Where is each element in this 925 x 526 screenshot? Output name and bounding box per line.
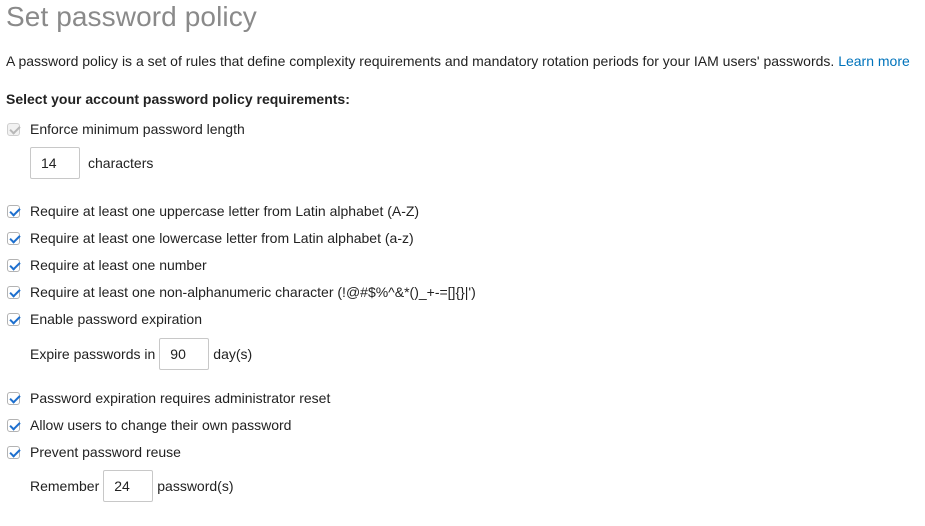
uppercase-label: Require at least one uppercase letter from Latin alphabet (A-Z): [30, 203, 420, 219]
expiration-setting: [30, 338, 252, 370]
learn-more-link[interactable]: Learn more: [838, 53, 910, 69]
remember-prefix: Remember: [30, 478, 100, 494]
expiration-checkbox[interactable]: [7, 313, 20, 326]
uppercase-checkbox[interactable]: [7, 205, 20, 218]
prevent-reuse-label: Prevent password reuse: [30, 444, 181, 460]
symbol-option[interactable]: [7, 283, 476, 301]
section-heading: Select your account password policy requirements:: [6, 91, 350, 107]
policy-description: [6, 53, 910, 69]
expire-prefix: Expire passwords in: [30, 346, 156, 362]
allow-change-label: Allow users to change their own password: [30, 417, 292, 433]
min-length-option[interactable]: [7, 120, 245, 138]
expire-days-input[interactable]: [159, 338, 209, 370]
description-text: A password policy is a set of rules that define complexity requirements and mandatory rotation periods for your IAM users' passwords.: [6, 53, 835, 69]
number-option[interactable]: [7, 256, 207, 274]
min-length-checkbox: [7, 123, 20, 136]
expiration-option[interactable]: [7, 310, 202, 328]
number-label: Require at least one number: [30, 257, 207, 273]
number-checkbox[interactable]: [7, 259, 20, 272]
prevent-reuse-checkbox[interactable]: [7, 446, 20, 459]
lowercase-checkbox[interactable]: [7, 232, 20, 245]
symbol-label: Require at least one non-alphanumeric character (!@#$%^&*()_+-=[]{}|'): [30, 284, 476, 300]
remember-unit: password(s): [157, 478, 234, 494]
min-length-label: Enforce minimum password length: [30, 121, 245, 137]
admin-reset-option[interactable]: [7, 389, 330, 407]
allow-change-option[interactable]: [7, 416, 291, 434]
admin-reset-label: Password expiration requires administrator reset: [30, 390, 331, 406]
uppercase-option[interactable]: [7, 202, 419, 220]
admin-reset-checkbox[interactable]: [7, 392, 20, 405]
reuse-setting: [30, 470, 234, 502]
symbol-checkbox[interactable]: [7, 286, 20, 299]
expire-unit: day(s): [213, 346, 253, 362]
min-length-unit: characters: [88, 155, 154, 171]
expiration-label: Enable password expiration: [30, 311, 202, 327]
lowercase-label: Require at least one lowercase letter from Latin alphabet (a-z): [30, 230, 414, 246]
lowercase-option[interactable]: [7, 229, 414, 247]
min-length-setting: [30, 147, 153, 179]
min-length-input[interactable]: [30, 147, 80, 179]
remember-count-input[interactable]: [103, 470, 153, 502]
prevent-reuse-option[interactable]: [7, 443, 181, 461]
allow-change-checkbox[interactable]: [7, 419, 20, 432]
page-title: Set password policy: [6, 1, 257, 32]
